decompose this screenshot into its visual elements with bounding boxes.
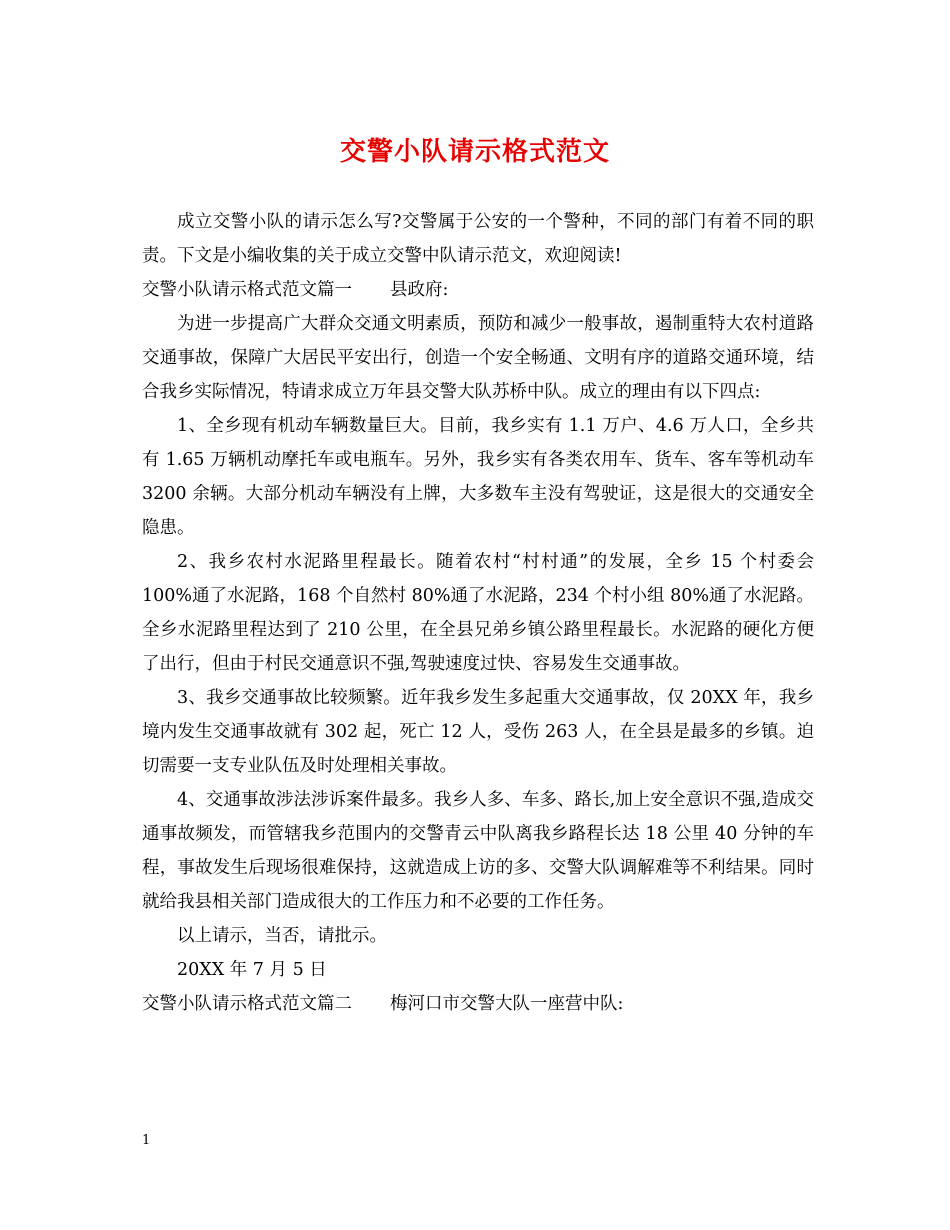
page-number: 1 bbox=[142, 1133, 151, 1148]
body-paragraph-4: 3、我乡交通事故比较频繁。近年我乡发生多起重大交通事故，仅 20XX 年，我乡境内发生交通事故就有 302 起，死亡 12 人，受伤 263 人，在全县是最多的乡镇。迫切需要一支专业队伍及时处理相关事故。 bbox=[142, 688, 814, 776]
section-heading-2-recipient: 梅河口市交警大队一座营中队: bbox=[390, 994, 624, 1014]
section-heading-2-title: 交警小队请示格式范文篇二 bbox=[142, 994, 352, 1014]
intro-paragraph: 成立交警小队的请示怎么写?交警属于公安的一个警种，不同的部门有着不同的职责。下文是小编收集的关于成立交警中队请示范文，欢迎阅读! bbox=[142, 212, 814, 266]
body-paragraph-1: 为进一步提高广大群众交通文明素质，预防和减少一般事故，遏制重特大农村道路交通事故，保障广大居民平安出行，创造一个安全畅通、文明有序的道路交通环境，结合我乡实际情况，特请求成立万年县交警大队苏桥中队。成立的理由有以下四点: bbox=[142, 314, 814, 402]
document-body bbox=[142, 205, 814, 1021]
body-paragraph-5: 4、交通事故涉法涉诉案件最多。我乡人多、车多、路长,加上安全意识不强,造成交通事故频发，而管辖我乡范围内的交警青云中队离我乡路程长达 18 公里 40 分钟的车程，事故发生后现场很难保持，这就造成上访的多、交警大队调解难等不利结果。同时就给我县相关部门造成很大的工作压力和不必要的工作任务。 bbox=[142, 790, 814, 912]
date-line: 20XX 年 7 月 5 日 bbox=[177, 960, 327, 980]
body-paragraph-2: 1、全乡现有机动车辆数量巨大。目前，我乡实有 1.1 万户、4.6 万人口，全乡共有 1.65 万辆机动摩托车或电瓶车。另外，我乡实有各类农用车、货车、客车等机动车 3200 余辆。大部分机动车辆没有上牌，大多数车主没有驾驶证，这是很大的交通安全隐患。 bbox=[142, 416, 814, 538]
section-heading-2 bbox=[142, 987, 814, 1021]
document-title: 交警小队请示格式范文 bbox=[339, 137, 610, 167]
body-paragraph-3: 2、我乡农村水泥路里程最长。随着农村“村村通”的发展，全乡 15 个村委会 100%通了水泥路，168 个自然村 80%通了水泥路，234 个村小组 80%通了水泥路。全乡水泥路里程达到了 210 公里，在全县兄弟乡镇公路里程最长。水泥路的硬化方便了出行，但由于村民交通意识不强,驾驶速度过快、容易发生交通事故。 bbox=[142, 552, 814, 674]
section-heading-1-recipient: 县政府: bbox=[390, 280, 449, 300]
section-heading-1 bbox=[142, 273, 814, 307]
section-heading-1-title: 交警小队请示格式范文篇一 bbox=[142, 280, 352, 300]
closing-line: 以上请示，当否，请批示。 bbox=[177, 926, 387, 946]
